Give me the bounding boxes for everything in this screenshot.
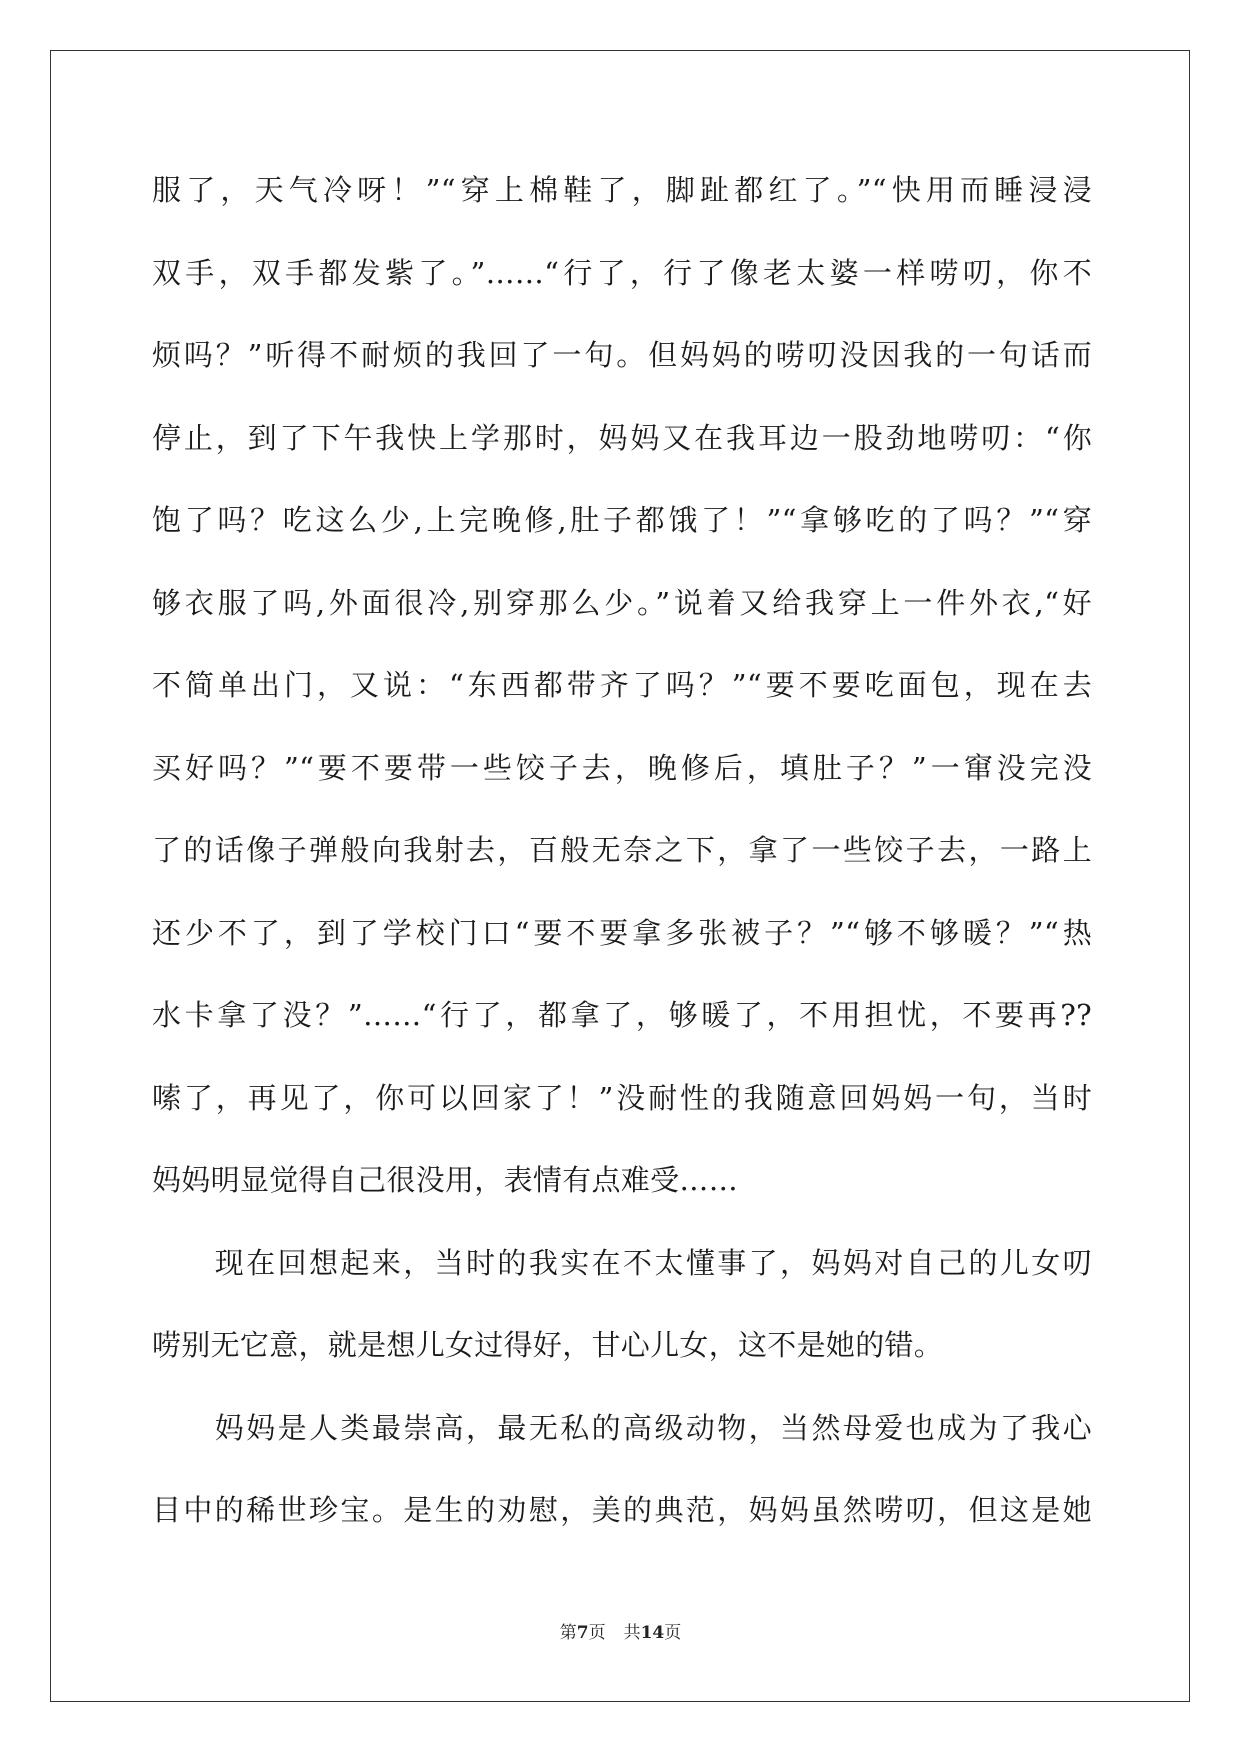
text-line: 停止，到了下午我快上学那时，妈妈又在我耳边一股劲地唠叨：“你: [152, 420, 1092, 455]
text-line: 目中的稀世珍宝。是生的劝慰，美的典范，妈妈虽然唠叨，但这是她: [152, 1493, 1092, 1527]
text-line: 妈妈是人类最崇高，最无私的高级动物，当然母爱也成为了我心: [152, 1410, 1092, 1445]
text-line: 够衣服了吗,外面很冷,别穿那么少。”说着又给我穿上一件外衣,“好: [152, 585, 1092, 620]
text-line: 烦吗？”听得不耐烦的我回了一句。但妈妈的唠叨没因我的一句话而: [152, 338, 1092, 372]
text-line: 双手，双手都发紫了。”……“行了，行了像老太婆一样唠叨，你不: [152, 255, 1092, 290]
text-line: 买好吗？”“要不要带一些饺子去，晚修后，填肚子？”一窜没完没: [152, 750, 1092, 785]
text-line: 还少不了，到了学校门口“要不要拿多张被子？”“够不够暖？”“热: [152, 915, 1092, 950]
total-page-count: 14: [640, 1623, 665, 1643]
page-number-footer: [0, 1618, 1241, 1643]
text-line: 饱了吗？吃这么少,上完晚修,肚子都饿了！”“拿够吃的了吗？”“穿: [152, 503, 1092, 537]
document-body: [152, 160, 1092, 1563]
text-line: 现在回想起来，当时的我实在不太懂事了，妈妈对自己的儿女叨: [152, 1245, 1092, 1280]
page-suffix: 页: [588, 1623, 606, 1643]
text-line: 不简单出门，又说：“东西都带齐了吗？”“要不要吃面包，现在去: [152, 668, 1092, 702]
total-suffix: 页: [664, 1623, 682, 1643]
current-page-number: 7: [576, 1623, 589, 1643]
total-prefix: 共: [623, 1623, 641, 1643]
text-line: 唠别无它意，就是想儿女过得好，甘心儿女，这不是她的错。: [152, 1328, 944, 1362]
page-prefix: 第: [559, 1623, 577, 1643]
text-line: 妈妈明显觉得自己很没用，表情有点难受……: [152, 1163, 739, 1197]
text-line: 服了，天气冷呀！”“穿上棉鞋了，脚趾都红了。”“快用而睡浸浸: [152, 173, 1092, 207]
text-line: 水卡拿了没？”……“行了，都拿了，够暖了，不用担忧，不要再??: [152, 998, 1092, 1032]
text-line: 了的话像子弹般向我射去，百般无奈之下，拿了一些饺子去，一路上: [152, 833, 1092, 867]
text-line: 嗦了，再见了，你可以回家了！”没耐性的我随意回妈妈一句，当时: [152, 1080, 1092, 1115]
